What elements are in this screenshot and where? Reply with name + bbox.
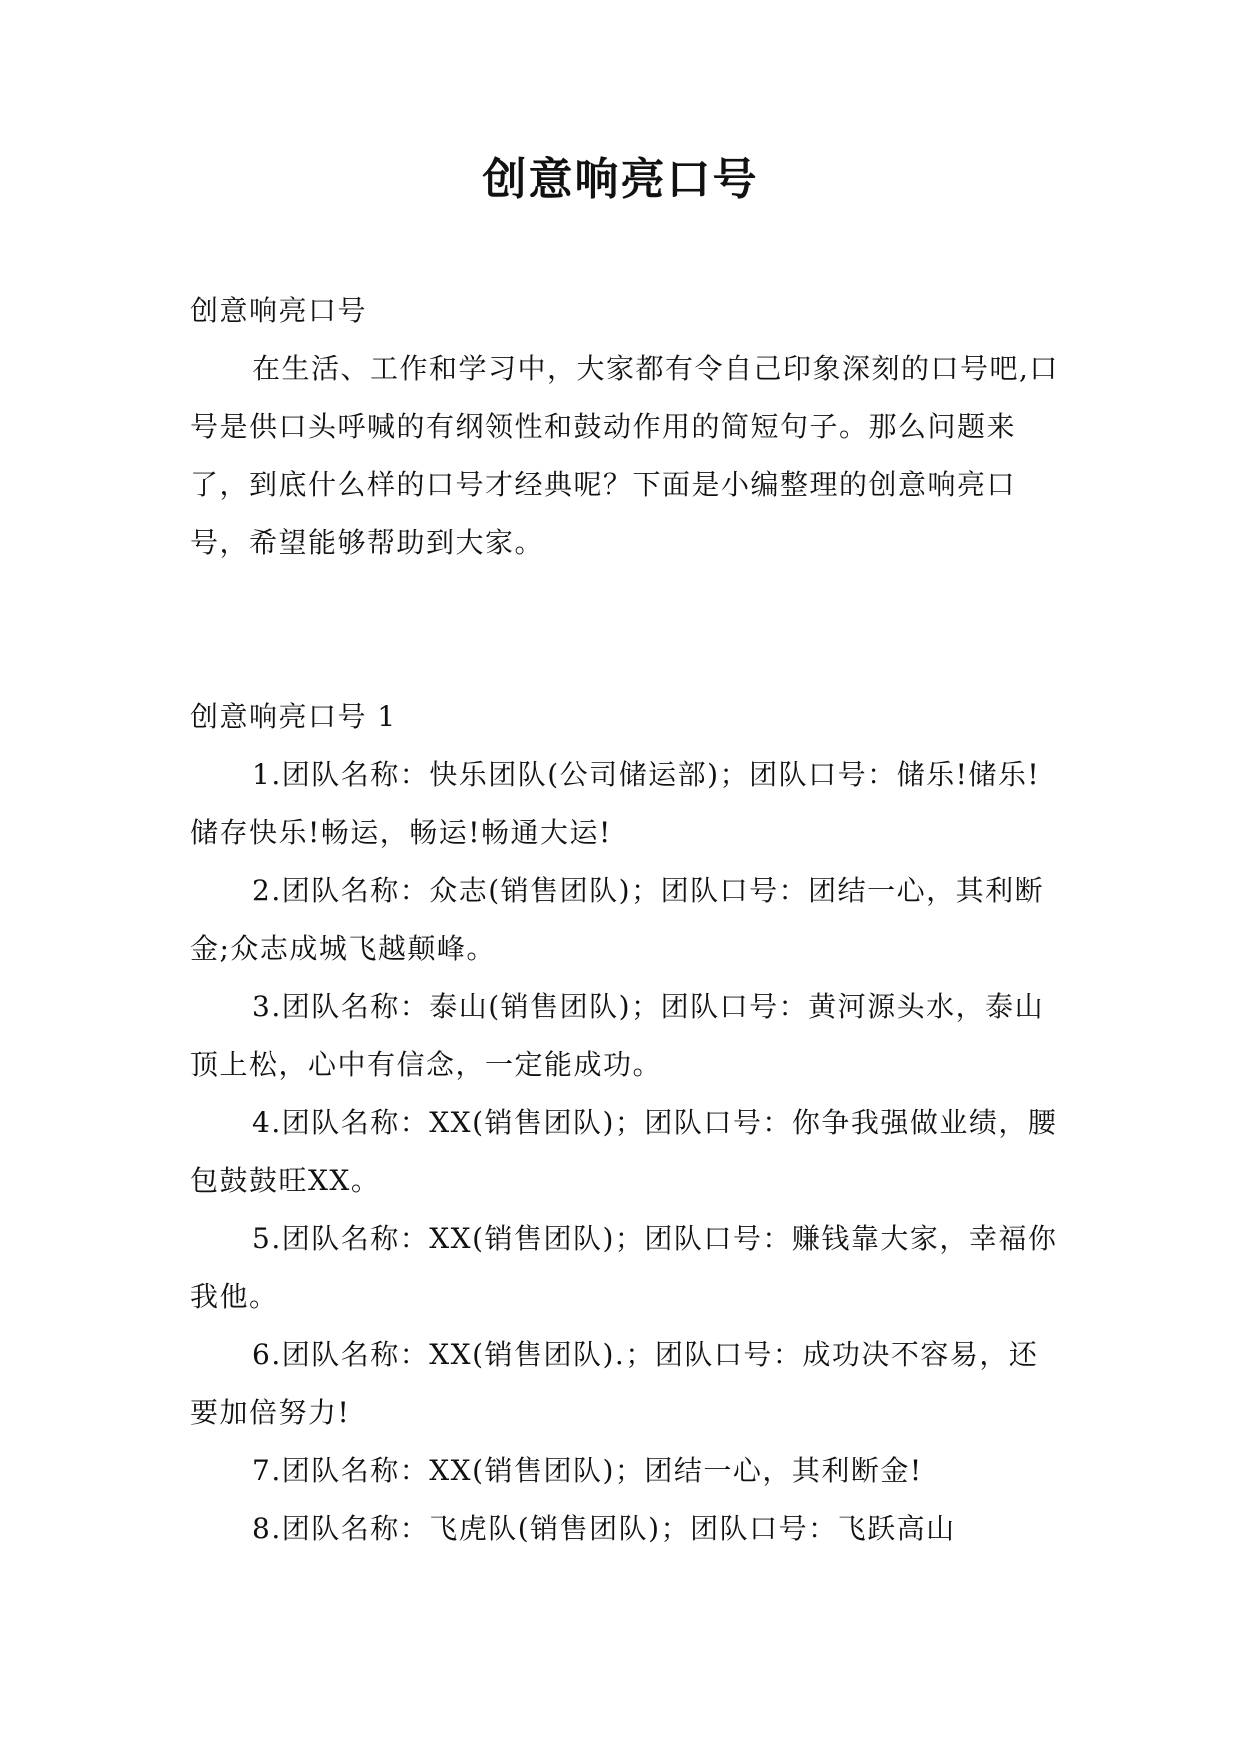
list-item: 1.团队名称：快乐团队(公司储运部)；团队口号：储乐!储乐!储存快乐!畅运，畅运!畅通大运!: [190, 758, 1041, 849]
section-spacer: [190, 572, 1060, 688]
document-title: 创意响亮口号: [482, 154, 759, 205]
intro-paragraph: 在生活、工作和学习中，大家都有令自己印象深刻的口号吧,口号是供口头呼喊的有纲领性和鼓动作用的简短句子。那么问题来了，到底什么样的口号才经典呢？下面是小编整理的创意响亮口号，希望能够帮助到大家。: [190, 352, 1059, 559]
list-item: 7.团队名称：XX(销售团队)；团结一心，其利断金!: [252, 1454, 923, 1487]
list-item: 4.团队名称：XX(销售团队)；团队口号：你争我强做业绩，腰包鼓鼓旺XX。: [190, 1106, 1058, 1197]
document-body: [190, 282, 1060, 1558]
intro-heading: 创意响亮口号: [190, 294, 368, 327]
list-item: 6.团队名称：XX(销售团队).；团队口号：成功决不容易，还要加倍努力!: [190, 1338, 1039, 1429]
list-item: 2.团队名称：众志(销售团队)；团队口号：团结一心，其利断金;众志成城飞越颠峰。: [190, 874, 1045, 965]
list-item: 5.团队名称：XX(销售团队)；团队口号：赚钱靠大家，幸福你我他。: [190, 1222, 1058, 1313]
list-item: 3.团队名称：泰山(销售团队)；团队口号：黄河源头水，泰山顶上松，心中有信念，一定能成功。: [190, 990, 1045, 1081]
section-heading: 创意响亮口号 1: [190, 700, 397, 733]
list-item: 8.团队名称：飞虎队(销售团队)；团队口号：飞跃高山: [252, 1512, 956, 1545]
